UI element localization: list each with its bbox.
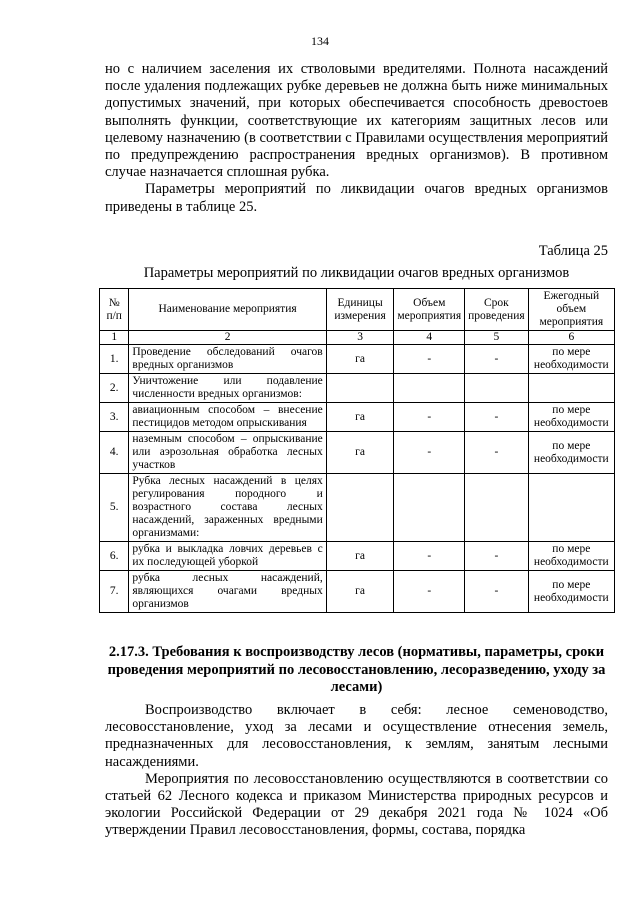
- row-number: 5.: [100, 474, 129, 542]
- table-header-row: [100, 289, 615, 331]
- intro-paragraph: но с наличием заселения их стволовыми вредителями. Полнота насаждений после удаления подлежащих рубке деревьев не должна быть ниже минимальных допустимых значений, при которых обеспечивается способность древостоев выполнять функции, соответствующие их категориям защитных лесов или целевому назначению (в соответствии с Правилами осуществления мероприятий по предупреждению распространения вредных организмов). В противном случае назначается сплошная рубка.: [105, 61, 608, 181]
- measure-name: наземным способом – опрыскивание или аэрозольная обработка лесных участков: [129, 432, 326, 474]
- unit-cell: [326, 374, 394, 403]
- measure-name: авиационным способом – внесение пестицидов методом опрыскивания: [129, 403, 326, 432]
- table-row: [100, 474, 615, 542]
- row-number: 3.: [100, 403, 129, 432]
- annual-volume-cell: по мере необходимости: [528, 542, 614, 571]
- header-cell: № п/п: [100, 289, 129, 331]
- table-title: Параметры мероприятий по ликвидации очагов вредных организмов: [143, 265, 570, 281]
- table-row: [100, 374, 615, 403]
- row-number: 7.: [100, 571, 129, 613]
- table-row: [100, 571, 615, 613]
- measure-name: Рубка лесных насаждений в целях регулирования породного и возрастного состава лесных насаждений, зараженных вредными организмами:: [129, 474, 326, 542]
- column-number: 4: [394, 331, 465, 345]
- page-number: 134: [311, 34, 329, 48]
- row-number: 6.: [100, 542, 129, 571]
- measure-name: рубка лесных насаждений, являющихся очагами вредных организмов: [129, 571, 326, 613]
- term-cell: [465, 374, 529, 403]
- annual-volume-cell: [528, 474, 614, 542]
- column-number: 3: [326, 331, 394, 345]
- volume-cell: [394, 474, 465, 542]
- volume-cell: -: [394, 345, 465, 374]
- unit-cell: га: [326, 542, 394, 571]
- term-cell: -: [465, 345, 529, 374]
- section-heading: 2.17.3. Требования к воспроизводству лесов (нормативы, параметры, сроки проведения мероприятий по лесовосстановлению, лесоразведению, уходу за лесами): [107, 644, 606, 695]
- column-number: 6: [528, 331, 614, 345]
- column-number: 2: [129, 331, 326, 345]
- annual-volume-cell: по мере необходимости: [528, 571, 614, 613]
- row-number: 4.: [100, 432, 129, 474]
- table-row: [100, 403, 615, 432]
- volume-cell: -: [394, 542, 465, 571]
- column-number: 5: [465, 331, 529, 345]
- volume-cell: -: [394, 571, 465, 613]
- header-cell: Ежегодный объем мероприятия: [528, 289, 614, 331]
- body-paragraph: Воспроизводство включает в себя: лесное семеноводство, лесовосстановление, уход за лесами и осуществление отнесения земель, предназначенных для лесовосстановления, к землям, занятым лесными насаждениями.: [105, 702, 608, 770]
- table-caption: Таблица 25: [538, 243, 608, 259]
- annual-volume-cell: по мере необходимости: [528, 432, 614, 474]
- volume-cell: [394, 374, 465, 403]
- table-row: [100, 432, 615, 474]
- term-cell: -: [465, 542, 529, 571]
- header-cell: Наименование мероприятия: [129, 289, 326, 331]
- measures-table: [99, 288, 615, 613]
- measure-name: Проведение обследований очагов вредных организмов: [129, 345, 326, 374]
- unit-cell: га: [326, 345, 394, 374]
- term-cell: [465, 474, 529, 542]
- volume-cell: -: [394, 432, 465, 474]
- unit-cell: га: [326, 403, 394, 432]
- annual-volume-cell: по мере необходимости: [528, 345, 614, 374]
- unit-cell: [326, 474, 394, 542]
- annual-volume-cell: [528, 374, 614, 403]
- measure-name: рубка и выкладка ловчих деревьев с их последующей уборкой: [129, 542, 326, 571]
- unit-cell: га: [326, 571, 394, 613]
- term-cell: -: [465, 571, 529, 613]
- table-row: [100, 542, 615, 571]
- body-text: [105, 702, 608, 840]
- header-cell: Единицы измерения: [326, 289, 394, 331]
- intro-text: [105, 61, 608, 216]
- body-paragraph: Мероприятия по лесовосстановлению осуществляются в соответствии со статьей 62 Лесного кодекса и приказом Министерства природных ресурсов и экологии Российской Федерации от 29 декабря 2021 года № 1024 «Об утверждении Правил лесовосстановления, формы, состава, порядка: [105, 770, 608, 839]
- header-cell: Объем мероприятия: [394, 289, 465, 331]
- header-cell: Срок проведения: [465, 289, 529, 331]
- measure-name: Уничтожение или подавление численности вредных организмов:: [129, 374, 326, 403]
- unit-cell: га: [326, 432, 394, 474]
- term-cell: -: [465, 403, 529, 432]
- column-number: 1: [100, 331, 129, 345]
- term-cell: -: [465, 432, 529, 474]
- row-number: 1.: [100, 345, 129, 374]
- volume-cell: -: [394, 403, 465, 432]
- annual-volume-cell: по мере необходимости: [528, 403, 614, 432]
- row-number: 2.: [100, 374, 129, 403]
- column-number-row: [100, 331, 615, 345]
- intro-paragraph: Параметры мероприятий по ликвидации очагов вредных организмов приведены в таблице 25.: [105, 181, 608, 215]
- table-row: [100, 345, 615, 374]
